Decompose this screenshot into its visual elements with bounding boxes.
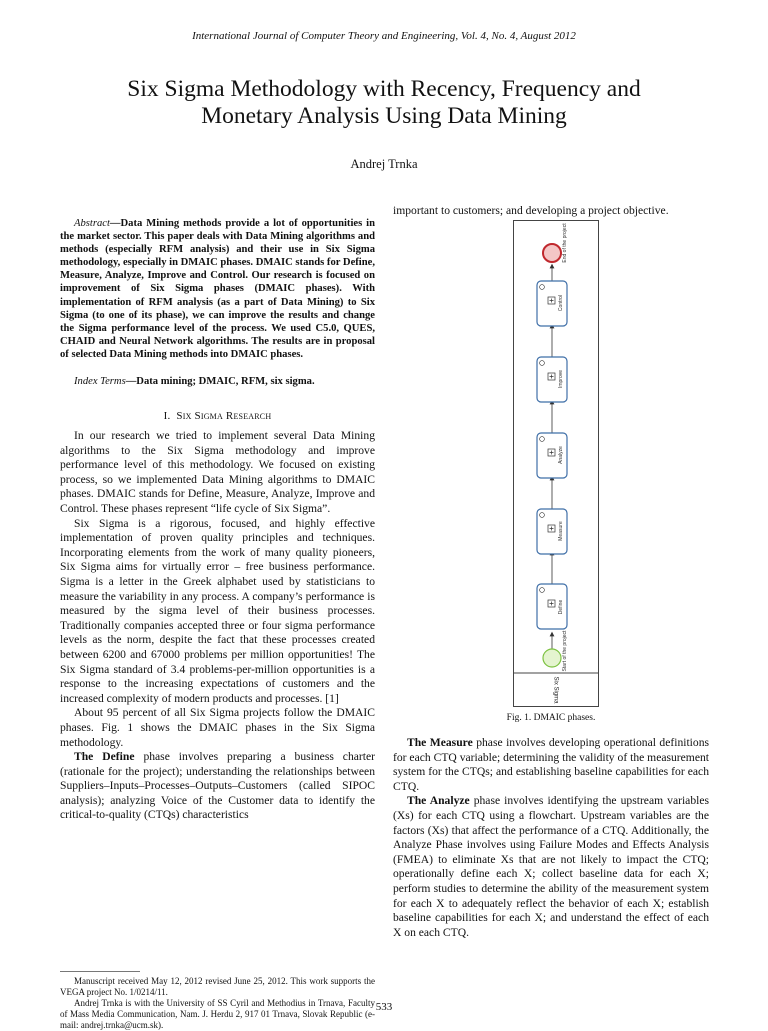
section-title: Six Sigma Research	[176, 410, 272, 423]
task-define	[537, 584, 567, 629]
page-number: 533	[375, 1001, 393, 1013]
figure-caption: Fig. 1. DMAIC phases.	[506, 713, 596, 723]
author-name: Andrej Trnka	[350, 157, 418, 171]
paper-title	[60, 76, 708, 130]
start-event-icon	[543, 649, 561, 667]
define-bold: The Define	[74, 750, 135, 764]
start-event-label: Start of the project	[562, 630, 568, 672]
task-control	[537, 281, 567, 326]
task-label-improve: Improve	[558, 369, 564, 389]
analyze-bold: The Analyze	[407, 794, 470, 808]
left-column	[60, 217, 375, 823]
task-analyze	[537, 433, 567, 478]
dmaic-figure	[513, 220, 599, 707]
title-line-1: Six Sigma Methodology with Recency, Frequency and	[127, 76, 641, 102]
dmaic-diagram	[514, 221, 598, 706]
task-label-control: Control	[558, 294, 564, 312]
section-heading	[60, 410, 375, 422]
index-terms	[60, 375, 375, 388]
footnote-author: Andrej Trnka is with the University of SS Cyril and Methodius in Trnava, Faculty of Mass Media Communication, Nam. J. Herdu 2, 917 01 Trnava, Slovak Republic (e-mail: andrej.trnka@ucm.sk).	[60, 998, 375, 1030]
task-measure	[537, 509, 567, 554]
paragraph-intro: In our research we tried to implement several Data Mining algorithms to the Six Sigma methodology and improve performance level of this methodology. We focused on existing process, so we implemented Data Mining algorithms to DMAIC phases. DMAIC stands for Define, Measure, Analyze, Improve and Control. These phases represent “life cycle of Six Sigma”.	[60, 429, 375, 515]
pool-label: Six Sigma	[552, 676, 559, 704]
footnote-rule	[60, 971, 140, 972]
measure-text: phase involves developing operational definitions for each CTQ variable; determining the validity of the measurement system for the CTQs; and establishing baseline capabilities for each CTQ.	[393, 736, 710, 793]
analyze-text: phase involves identifying the upstream variables (Xs) for each CTQ using a flowchart. Upstream variables are the factors (Xs) that affect the performance of a CTQ. Additionally, the Analyze Phase involves using Failure Modes and Effects Analysis (FMEA) to eliminate Xs that are not likely to impact the CTQ; operationally define each X; collect baseline data for each X; perform studies to determine the ability of the measurement system for each X to adequately reflect the behavior of each X; establish baseline capabilities for each X; and understand the effect of each X on each CTQ.	[393, 794, 710, 939]
task-improve	[537, 357, 567, 402]
footnote-manuscript: Manuscript received May 12, 2012 revised June 25, 2012. This work supports the VEGA project No. 1/0214/11.	[60, 976, 375, 997]
abstract	[60, 217, 375, 361]
journal-header: International Journal of Computer Theory and Engineering, Vol. 4, No. 4, August 2012	[192, 30, 576, 42]
paragraph-continued: important to customers; and developing a project objective.	[393, 204, 669, 217]
paragraph-six-sigma: Six Sigma is a rigorous, focused, and highly effective implementation of proven quality principles and techniques. Incorporating elements from the work of many quality pioneers, Six Sigma aims for virtually error – free business performance. Sigma is a letter in the Greek alphabet used by statisticians to measure the variability in any process. A company’s performance is measured by the sigma level of their business processes. Traditionally companies accepted three or four sigma performance levels as the norm, despite the fact that these processes created between 6200 and 67000 problems per million opportunities! The Six Sigma standard of 3.4 problems-per-million opportunities is a response to the increasing expectations of customers and the increased complexity of modern products and processes. [1]	[60, 516, 375, 705]
task-label-analyze: Analyze	[558, 446, 564, 464]
paragraph-dmaic: About 95 percent of all Six Sigma projects follow the DMAIC phases. Fig. 1 shows the DMAIC phases in the Six Sigma methodology.	[60, 706, 375, 749]
index-terms-text: Data mining; DMAIC, RFM, six sigma.	[136, 376, 315, 388]
paragraph-define	[60, 750, 375, 823]
right-column-bottom	[393, 736, 709, 940]
abstract-dash: —	[109, 218, 121, 229]
abstract-text: Data Mining methods provide a lot of opportunities in the market sector. This paper deals with Data Mining algorithms and methods (especially RFM analysis) and their use in Six Sigma methodology, especially in DMAIC phases. DMAIC stands for Define, Measure, Analyze, Improve and Control. Our research is focused on improvement of Six Sigma phases (DMAIC phases). With implementation of RFM analysis (as a part of Data Mining) to Six Sigma (to one of its phase), we can improve the results and change the Sigma performance level of the process. We used C5.0, QUES, CHAID and Neural Network algorithms. The results are in proposal of selected Data Mining methods into DMAIC phases.	[60, 218, 375, 360]
section-number: I.	[163, 410, 171, 423]
right-column-top	[393, 204, 709, 219]
title-line-2: Monetary Analysis Using Data Mining	[201, 103, 567, 129]
paragraph-measure	[393, 736, 709, 794]
end-event-label: End of the project	[562, 223, 568, 263]
index-terms-label: Index Terms	[74, 376, 126, 388]
measure-bold: The Measure	[407, 736, 473, 749]
paragraph-analyze	[393, 794, 709, 940]
abstract-label: Abstract	[74, 218, 110, 229]
define-text: phase involves preparing a business charter (rationale for the project); understanding the relationships between Suppliers–Inputs–Processes–Outputs–Customers (called SIPOC analysis); analyzing Voice of the Customer data to identify the critical-to-quality (CTQs) characteristics	[60, 750, 375, 822]
end-event-icon	[543, 244, 561, 262]
task-label-define: Define	[558, 599, 564, 615]
index-terms-dash: —	[125, 376, 137, 388]
task-label-measure: Measure	[558, 521, 564, 541]
